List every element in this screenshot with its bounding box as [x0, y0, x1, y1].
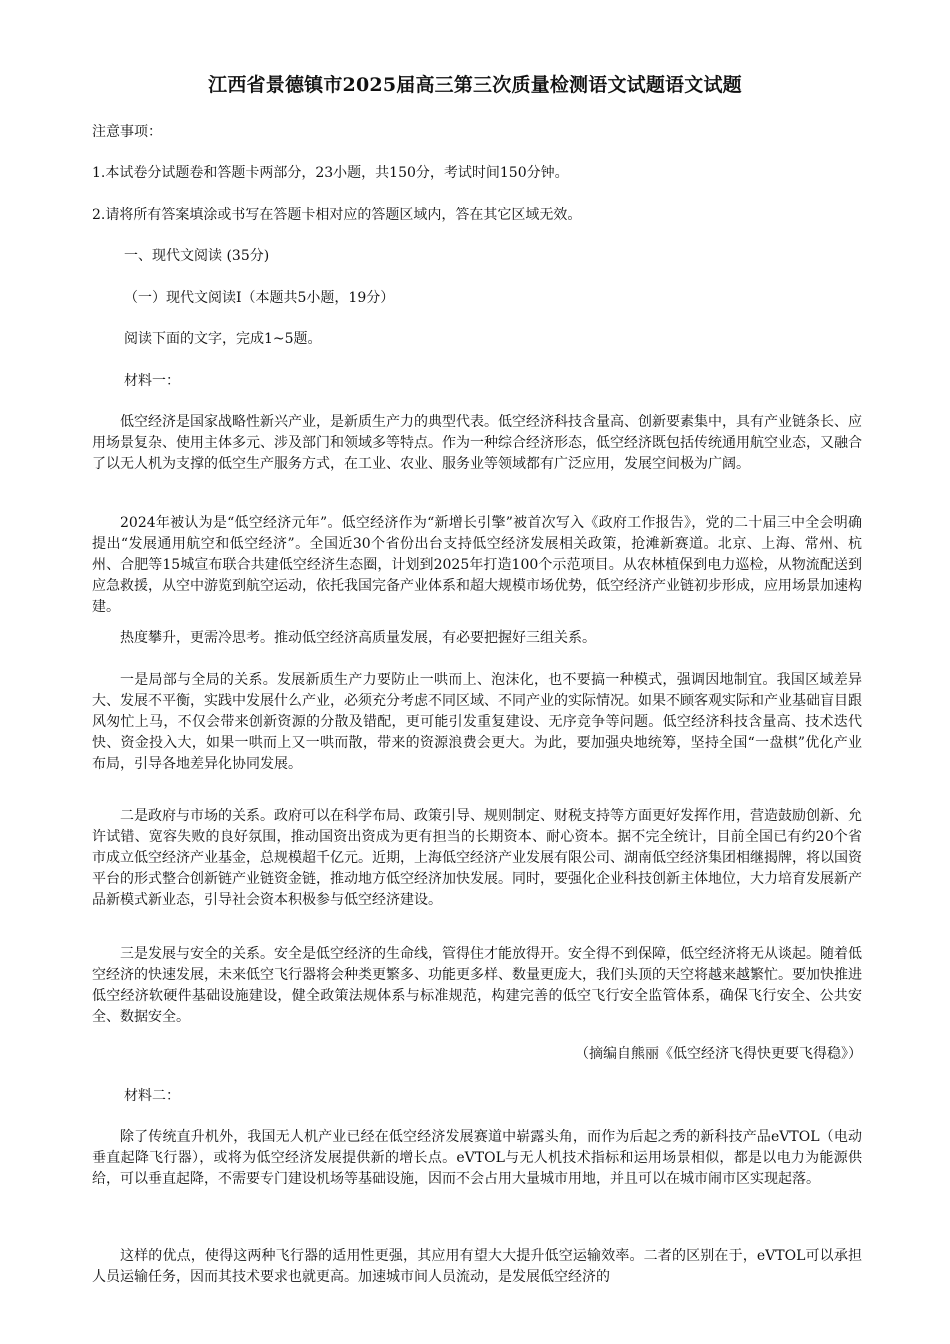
paragraph-4: 一是局部与全局的关系。发展新质生产力要防止一哄而上、泡沫化，也不要搞一种模式，强调因地制宜。我国区域差异大、发展不平衡，实践中发展什么产业，必须充分考虑不同区域、不同产业的实际情况。如果不顾客观实际和产业基础盲目跟风匆忙上马，不仅会带来创新资源的分散及错配，更可能引发重复建设、无序竞争等问题。低空经济科技含量高、技术迭代快、资金投入大，如果一哄而上又一哄而散，带来的资源浪费会更大。为此，要加强央地统筹，坚持全国“一盘棋”优化产业布局，引导各地差异化协同发展。 [92, 672, 862, 772]
paragraph-8: 这样的优点，使得这两种飞行器的适用性更强，其应用有望大大提升低空运输效率。二者的区别在于，eVTOL可以承担人员运输任务，因而其技术要求也就更高。加速城市间人员流动，是发展低空经济的 [92, 1248, 862, 1285]
material-1-label: 材料一： [124, 373, 180, 389]
paragraph-6: 三是发展与安全的关系。安全是低空经济的生命线，管得住才能放得开。安全得不到保障，低空经济将无从谈起。随着低空经济的快速发展，未来低空飞行器将会种类更繁多、功能更多样、数量更庞大，我们头顶的天空将越来越繁忙。要加快推进低空经济软硬件基础设施建设，健全政策法规体系与标准规范，构建完善的低空飞行安全监管体系，确保飞行安全、公共安全、数据安全。 [92, 946, 862, 1025]
paragraph-7: 除了传统直升机外，我国无人机产业已经在低空经济发展赛道中崭露头角，而作为后起之秀的新科技产品eVTOL（电动垂直起降飞行器），或将为低空经济发展提供新的增长点。eVTOL与无人机技术指标和运用场景相似，都是以电力为能源供给，可以垂直起降，不需要专门建设机场等基础设施，因而不会占用大量城市用地，并且可以在城市闹市区实现起落。 [92, 1129, 862, 1187]
paragraph-2: 2024年被认为是“低空经济元年”。低空经济作为“新增长引擎”被首次写入《政府工作报告》，党的二十届三中全会明确提出“发展通用航空和低空经济”。全国近30个省份出台支持低空经济发展相关政策，抢滩新赛道。北京、上海、常州、杭州、合肥等15城宣布联合共建低空经济生态圈，计划到2025年打造100个示范项目。从农林植保到电力巡检，从物流配送到应急救援，从空中游览到航空运动，依托我国完备产业体系和超大规模市场优势，低空经济产业链初步形成，应用场景加速构建。 [92, 515, 862, 615]
paragraph-5: 二是政府与市场的关系。政府可以在科学布局、政策引导、规则制定、财税支持等方面更好发挥作用，营造鼓励创新、允许试错、宽容失败的良好氛围，推动国资出资成为更有担当的长期资本、耐心资本。据不完全统计，目前全国已有约20个省市成立低空经济产业基金，总规模超千亿元。近期，上海低空经济产业发展有限公司、湖南低空经济集团相继揭牌，将以国资平台的形式整合创新链产业链资金链，推动地方低空经济加快发展。同时，要强化企业科技创新主体地位，大力培育发展新产品新模式新业态，引导社会资本积极参与低空经济建设。 [92, 808, 862, 908]
paragraph-3: 热度攀升，更需冷思考。推动低空经济高质量发展，有必要把握好三组关系。 [120, 630, 596, 646]
document-title: 江西省景德镇市2025届高三第三次质量检测语文试题语文试题 [208, 74, 742, 96]
source-citation: （摘编自熊丽《低空经济飞得快更要飞得稳》） [575, 1046, 862, 1062]
subsection-heading: （一）现代文阅读Ⅰ（本题共5小题，19分） [124, 290, 395, 306]
notice-heading: 注意事项： [92, 124, 162, 140]
paragraph-1: 低空经济是国家战略性新兴产业，是新质生产力的典型代表。低空经济科技含量高、创新要素集中，具有产业链条长、应用场景复杂、使用主体多元、涉及部门和领域多等特点。作为一种综合经济形态，低空经济既包括传统通用航空业态，又融合了以无人机为支撑的低空生产服务方式，在工业、农业、服务业等领域都有广泛应用，发展空间极为广阔。 [92, 414, 862, 472]
notice-item-1: 1.本试卷分试题卷和答题卡两部分，23小题，共150分，考试时间150分钟。 [92, 165, 569, 181]
section-heading: 一、现代文阅读 (35分) [124, 248, 270, 264]
reading-instruction: 阅读下面的文字，完成1~5题。 [124, 331, 322, 347]
notice-item-2: 2.请将所有答案填涂或书写在答题卡相对应的答题区域内，答在其它区域无效。 [92, 207, 582, 223]
material-2-label: 材料二： [124, 1088, 180, 1104]
